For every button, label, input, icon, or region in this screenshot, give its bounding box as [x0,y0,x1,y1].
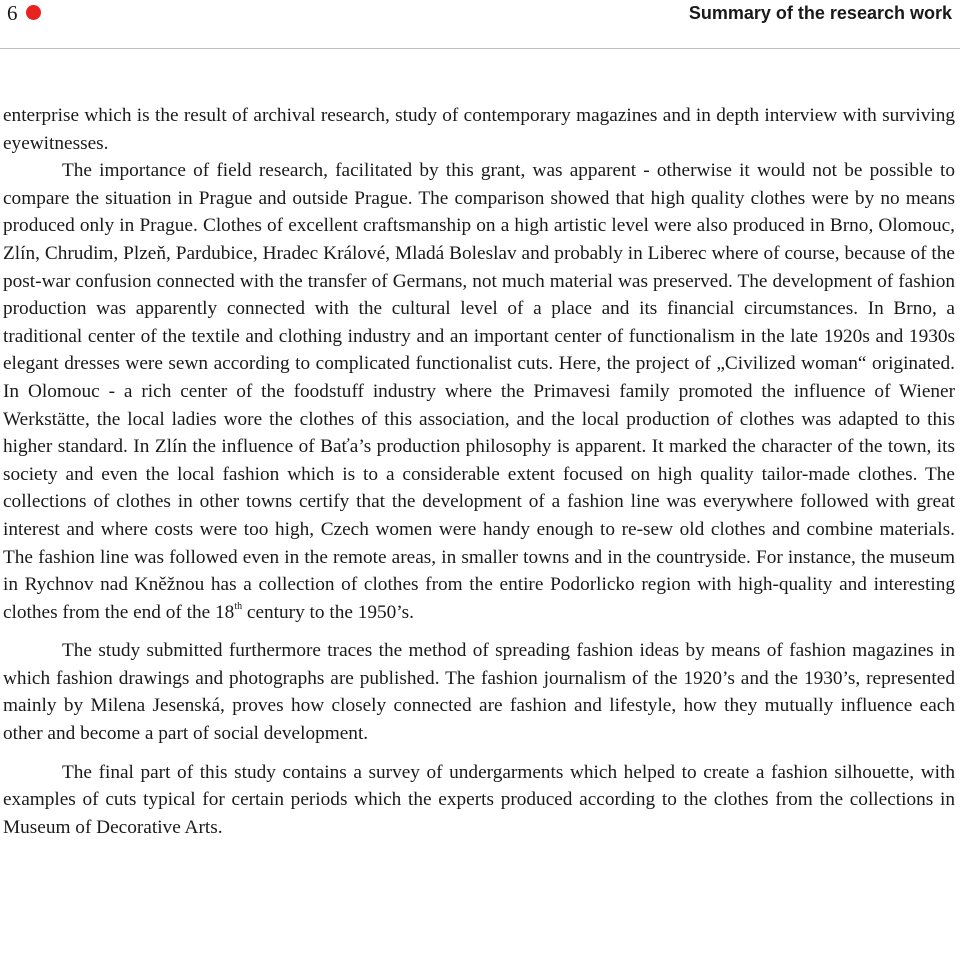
body-text [3,102,955,841]
red-dot-icon [26,5,41,20]
paragraph-1: enterprise which is the result of archival research, study of contemporary magazines and in depth interview with surviving eyewitnesses. [3,105,955,154]
paragraph-4: The final part of this study contains a survey of undergarments which helped to create a fashion silhouette, with examples of cuts typical for certain periods which the experts produced according to the clothes from the collections in Museum of Decorative Arts. [3,761,955,838]
running-title: Summary of the research work [688,3,952,23]
ordinal-superscript: th [234,600,243,612]
paragraph-2 [3,157,955,626]
paragraph-3: The study submitted furthermore traces the method of spreading fashion ideas by means of fashion magazines in which fashion drawings and photographs are published. The fashion journalism of the 1920’s and the 1930’s, represented mainly by Milena Jesenská, proves how closely connected are fashion and lifestyle, how they mutually influence each other and become a part of social development. [3,640,955,745]
page-header [0,0,960,49]
page-number: 6 [7,1,18,25]
paragraph-2-text: The importance of field research, facilitated by this grant, was apparent - otherwise it would not be possible to compare the situation in Prague and outside Prague. The comparison showed that high quality clothes were by no means produced only in Prague. Clothes of excellent craftsmanship on a high artistic level were also produced in Brno, Olomouc, Zlín, Chrudim, Plzeň, Pardubice, Hradec Králové, Mladá Boleslav and probably in Liberec where of course, because of the post-war confusion connected with the transfer of Germans, not much material was preserved. The development of fashion production was apparently connected with the cultural level of a place and its financial circumstances. In Brno, a traditional center of the textile and clothing industry and an important center of functionalism in the late 1920s and 1930s elegant dresses were sewn according to complicated functionalist cuts. Here, the project of „Civilized woman“ originated. In Olomouc - a rich center of the foodstuff industry where the Primavesi family promoted the influence of Wiener Werkstätte, the local ladies wore the clothes of this association, and the local production of clothes was adapted to this higher standard. In Zlín the influence of Baťa’s production philosophy is apparent. It marked the character of the town, its society and even the local fashion which is to a considerable extent focused on high quality tailor-made clothes. The collections of clothes in other towns certify that the development of a fashion line was everywhere followed with great interest and where costs were too high, Czech women were handy enough to re-sew old clothes and combine materials. The fashion line was followed even in the remote areas, in smaller towns and in the countryside. For instance, the museum in Rychnov nad Kněžnou has a collection of clothes from the entire Podorlicko region with high-quality and interesting clothes from the end of the 18 [3,160,955,623]
paragraph-2-end: century to the 1950’s. [242,601,414,623]
